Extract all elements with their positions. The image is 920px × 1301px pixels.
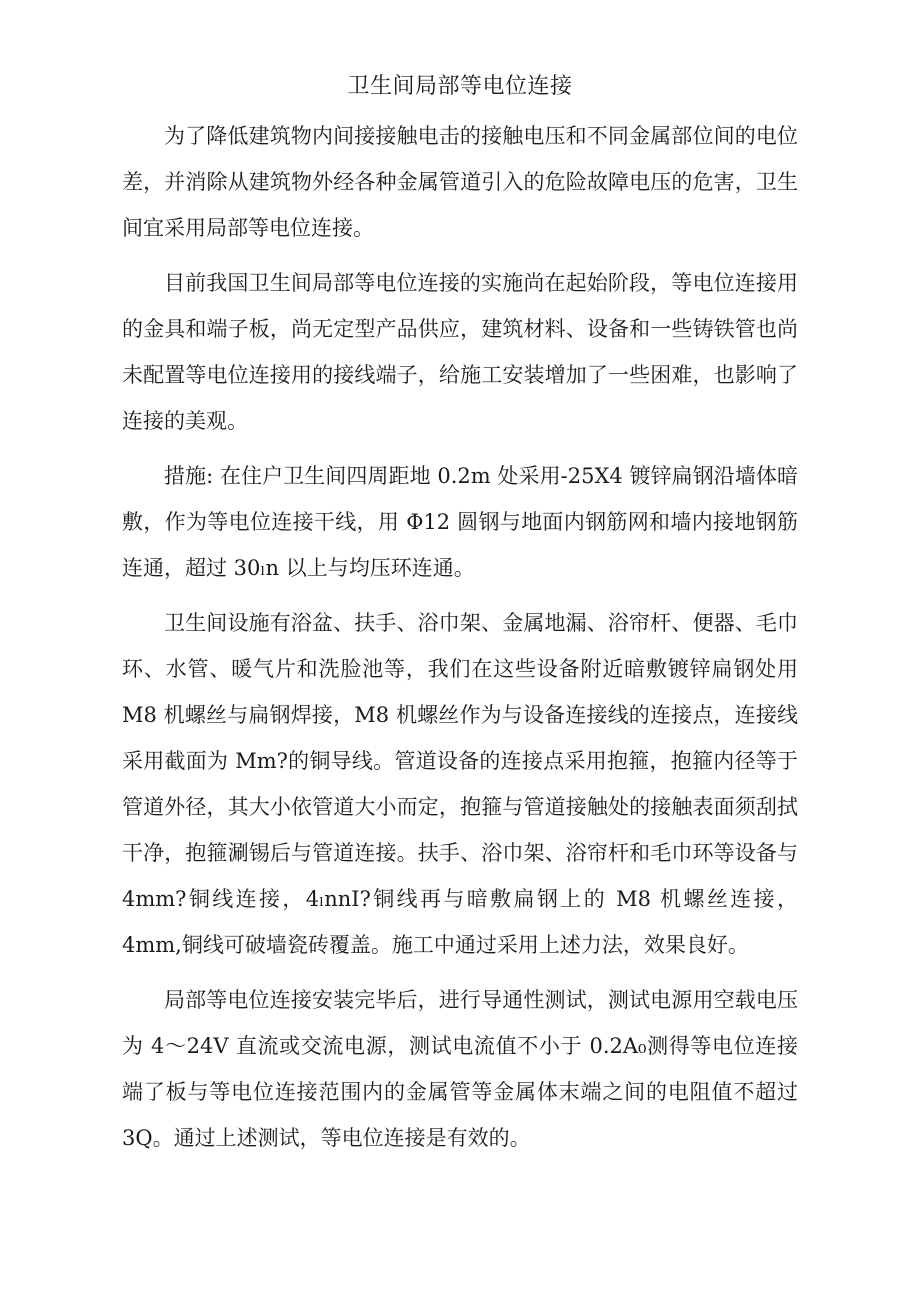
document-title: 卫生间局部等电位连接	[347, 74, 573, 99]
paragraph-measures: 措施: 在住户卫生间四周距地 0.2m 处采用-25X4 镀锌扁钢沿墙体暗敷，作为等电位连接干线，用 Φ12 圆钢与地面内钢筋网和墙内接地钢筋连通，超过 30ₗn 以上与均压环连通。	[122, 464, 798, 580]
paragraph-current-status: 目前我国卫生间局部等电位连接的实施尚在起始阶段，等电位连接用的金具和端子板，尚无定型产品供应，建筑材料、设备和一些铸铁管也尚未配置等电位连接用的接线端子，给施工安装增加了一些困难，也影响了连接的美观。	[122, 271, 798, 433]
paragraph-testing: 局部等电位连接安装完毕后，进行导通性测试，测试电源用空载电压为 4～24V 直流或交流电源，测试电流值不小于 0.2A₀测得等电位连接端了板与等电位连接范围内的金属管等金属体末端之间的电阻值不超过 3Q。通过上述测试，等电位连接是有效的。	[122, 988, 798, 1150]
document-body	[122, 113, 798, 1161]
paragraph-intro: 为了降低建筑物内间接接触电击的接触电压和不同金属部位间的电位差，并消除从建筑物外经各种金属管道引入的危险故障电压的危害，卫生间宜采用局部等电位连接。	[122, 124, 798, 240]
paragraph-facilities: 卫生间设施有浴盆、扶手、浴巾架、金属地漏、浴帘杆、便器、毛巾环、水管、暖气片和洗脸池等，我们在这些设备附近暗敷镀锌扁钢处用 M8 机螺丝与扁钢焊接，M8 机螺丝作为与设备连接线的连接点，连接线采用截面为 Mm?的铜导线。管道设备的连接点采用抱箍，抱箍内径等于管道外径，其大小依管道大小而定，抱箍与管道接触处的接触表面须刮拭干净，抱箍涮锡后与管道连接。扶手、浴巾架、浴帘杆和毛巾环等设备与 4mm?铜线连接，4ₗnnI?铜线再与暗敷扁钢上的 M8 机螺丝连接，4mm,铜线可破墙瓷砖覆盖。施工中通过采用上述力法，效果良好。	[122, 611, 799, 957]
